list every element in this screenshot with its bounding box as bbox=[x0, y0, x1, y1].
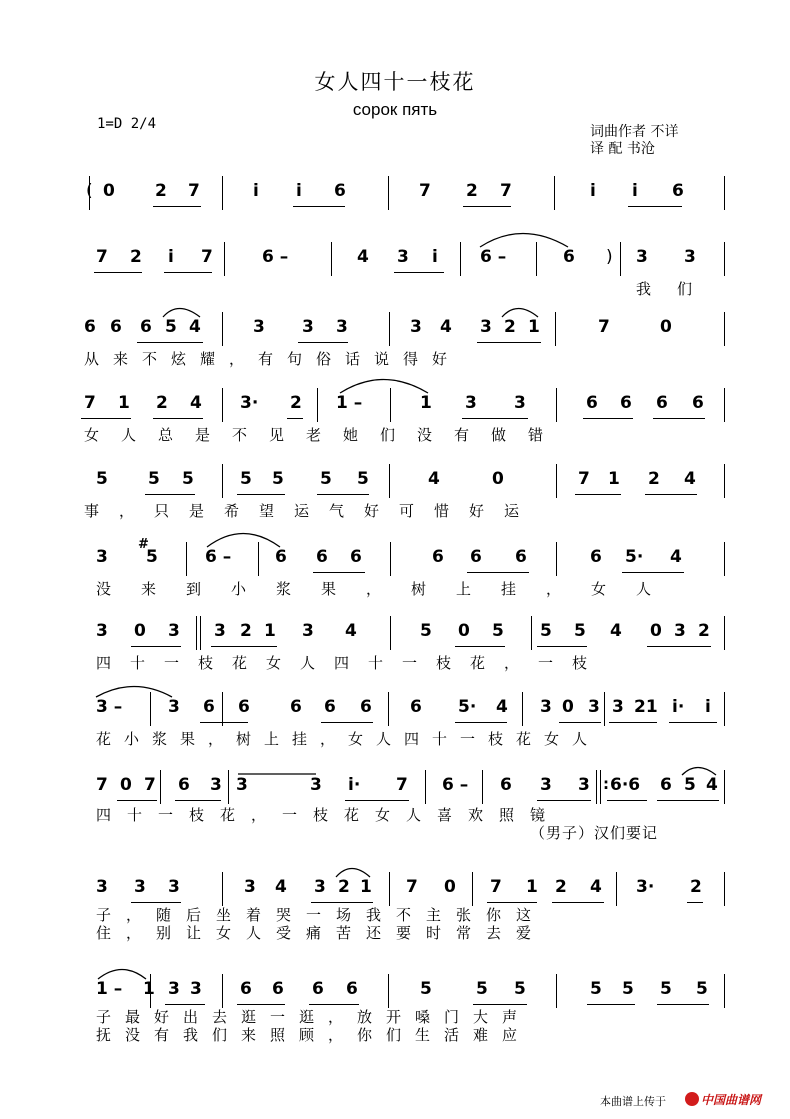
lyric-line: 我们 bbox=[636, 280, 719, 298]
lyric-line: 四十一枝花女人四十一枝花，一枝 bbox=[96, 654, 607, 672]
key-signature: 1=D 2/4 bbox=[97, 116, 157, 132]
credits-composer: 词曲作者 不详 bbox=[590, 124, 679, 140]
lyric-line: 四十一枝花，一枝花女人喜欢照镜 bbox=[96, 806, 562, 824]
credits-arranger: 译 配 书沧 bbox=[590, 141, 655, 157]
lyric-line-second: 住，别让女人受痛苦还要时常去爱 bbox=[96, 924, 547, 942]
logo-text: 中国曲谱网 bbox=[701, 1093, 762, 1107]
lyric-line-second: 抚没有我们来照顾，你们生活难应 bbox=[96, 1026, 532, 1044]
logo-icon bbox=[685, 1092, 699, 1106]
lyric-line: 从来不炫耀，有句俗话说得好 bbox=[84, 350, 462, 368]
lyric-line: 事，只是希望运气好可惜好运 bbox=[84, 502, 540, 520]
lyric-line: 女人总是不见老她们没有做错 bbox=[84, 426, 566, 444]
score-subtitle: сорок пять bbox=[352, 100, 438, 119]
credits bbox=[590, 124, 678, 158]
lyric-line: 子，随后坐着哭一场我不主张你这 bbox=[96, 906, 547, 924]
score-title: 女人四十一枝花 bbox=[314, 70, 476, 94]
site-logo[interactable] bbox=[685, 1090, 785, 1108]
lyric-line: 没来到小浆果，树上挂，女人 bbox=[96, 580, 682, 598]
lyric-line-second: （男子）汉们要记 bbox=[530, 824, 659, 842]
lyric-line: 花小浆果，树上挂，女人四十一枝花女人 bbox=[96, 730, 601, 748]
lyric-line: 子最好出去逛一逛，放开嗓门大声 bbox=[96, 1008, 532, 1026]
upload-note: 本曲谱上传于 bbox=[600, 1095, 666, 1108]
